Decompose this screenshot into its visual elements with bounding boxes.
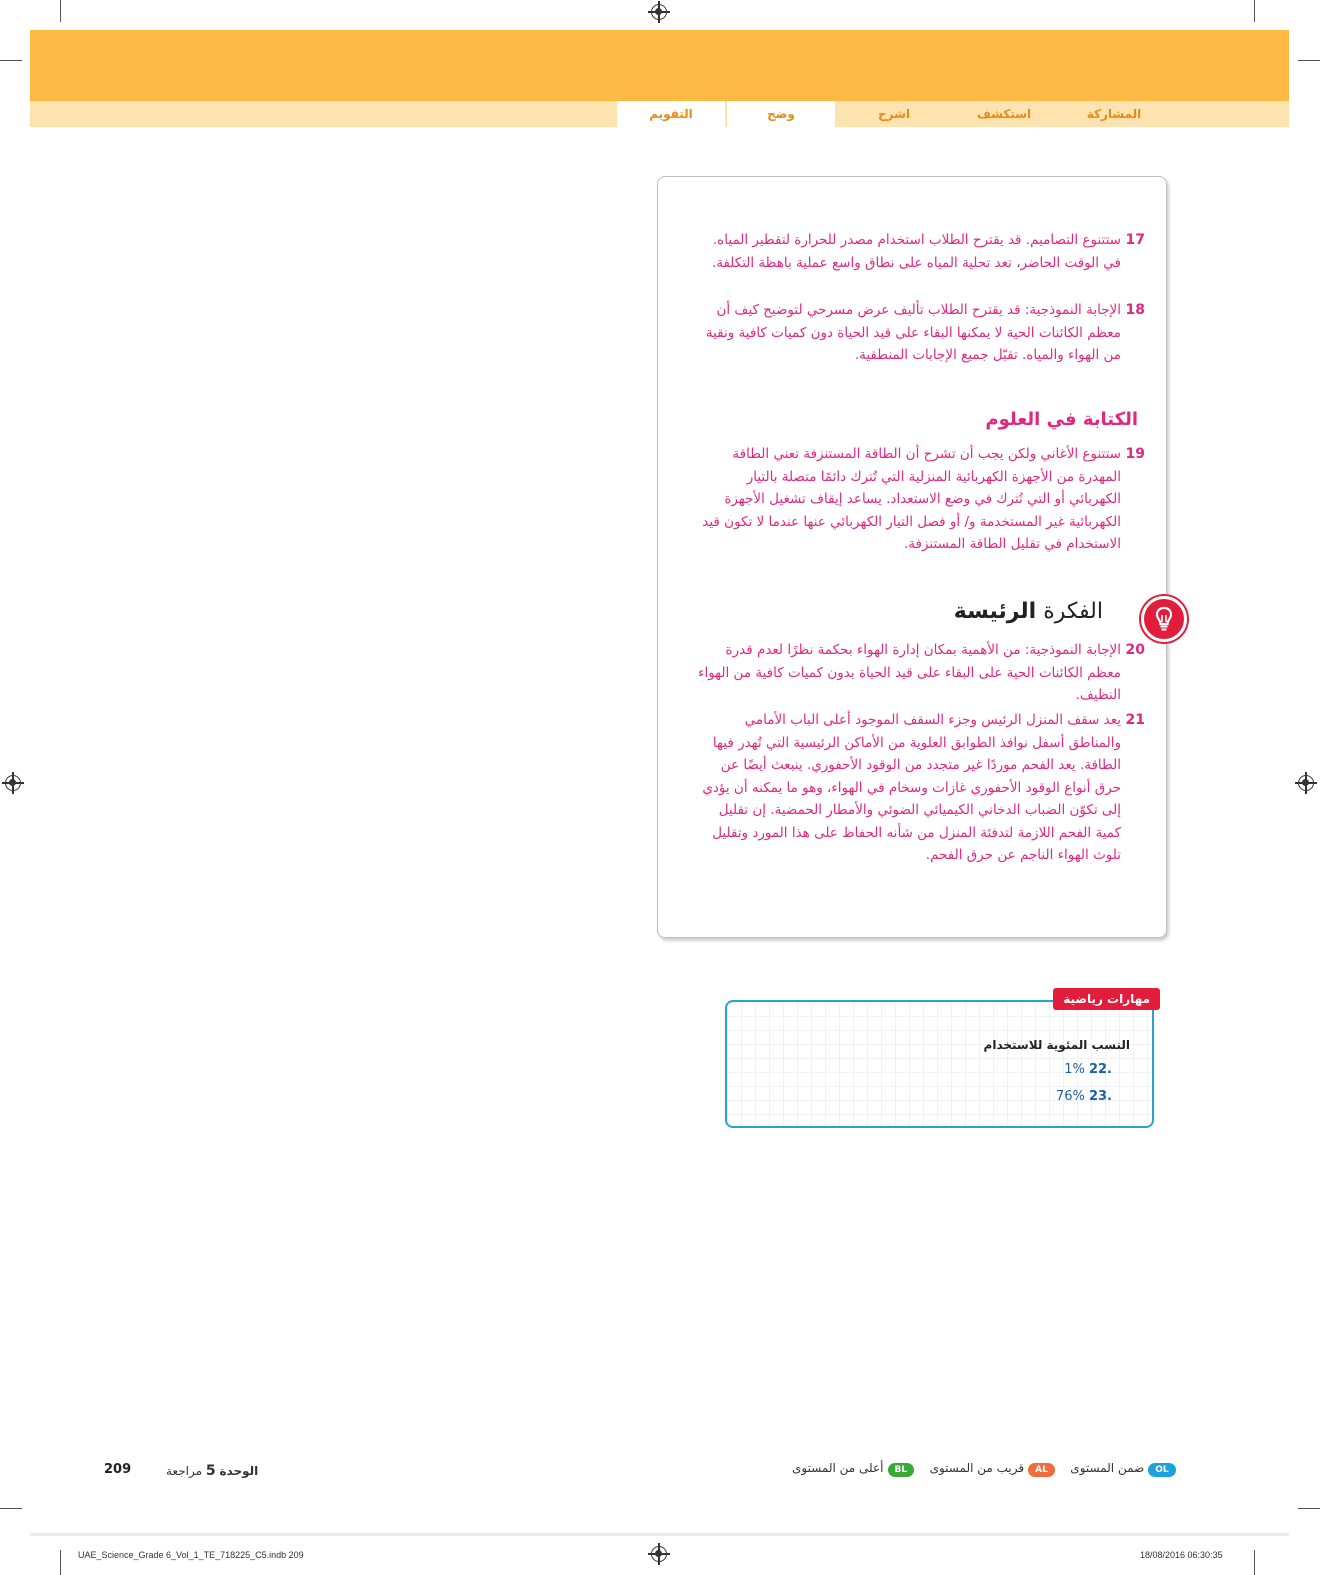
level-item-bl: BLأعلى من المستوى (792, 1461, 918, 1475)
answer-item (691, 443, 1145, 556)
answer-text: ستتنوع التصاميم. قد يقترح الطلاب استخدام مصدر للحرارة لتقطير المياه. في الوقت الحاضر، تعد تحلية المياه على نطاق واسع عملية باهظة التكلفة. (711, 232, 1121, 271)
crop-mark (60, 1550, 61, 1575)
file-slug: UAE_Science_Grade 6_Vol_1_TE_718225_C5.indb 209 (78, 1550, 304, 1560)
crop-mark (1254, 1550, 1255, 1575)
tab-elaborate[interactable]: وضح (727, 101, 835, 127)
math-answer-number: 22. (1088, 1062, 1112, 1077)
crop-mark (1298, 1508, 1320, 1509)
math-answer-value: 1% (1064, 1062, 1085, 1077)
tab-explore[interactable]: استكشف (976, 107, 1032, 121)
answer-number: 17 (1125, 232, 1145, 248)
answer-item (691, 639, 1145, 707)
answer-text: الإجابة النموذجية: قد يقترح الطلاب تأليف عرض مسرحي لتوضيح كيف أن معظم الكائنات الحية لا يمكنها البقاء على قيد الحياة دون كميات كافية ونقية من الهواء والمياه. تقبّل جميع الإجابات المنطقية. (705, 302, 1121, 363)
crop-mark (1298, 60, 1320, 61)
header-banner (30, 30, 1289, 101)
answer-text: يعد سقف المنزل الرئيس وجزء السقف الموجود أعلى الباب الأمامي والمناطق أسفل نوافذ الطوابق العلوية من الأماكن الرئيسية التي تُهدر فيها الطاقة. يعد الفحم موردًا غير متجدد من الوقود الأحفوري. ينبعث أيضًا عن حرق أنواع الوقود الأحفوري غازات وسخام في الهواء، وهو ما يمكنه أن يؤدي إلى تكوّن الضباب الدخاني الكيميائي الضوئي والأمطار الحمضية. إن تقليل كمية الفحم اللازمة لتدفئة المنزل من شأنه الحفاظ على هذا المورد وتقليل تلوث الهواء الناجم عن حرق الفحم. (702, 712, 1121, 863)
math-answer-row (1064, 1062, 1112, 1077)
crop-mark (60, 0, 61, 22)
unit-label: الوحدة 5 مراجعة (166, 1463, 259, 1479)
lightbulb-icon (1141, 596, 1187, 642)
registration-mark-icon (5, 775, 21, 791)
answer-item (691, 299, 1145, 367)
footer-rule (30, 1533, 1289, 1536)
tab-explain[interactable]: اشرح (877, 107, 911, 121)
answer-text: ستتنوع الأغاني ولكن يجب أن تشرح أن الطاقة المستنزفة تعني الطاقة المهدرة من الأجهزة الكهربائية المنزلية التي تُترك دائمًا متصلة بالتيار الكهربائي أو التي تُترك في وضع الاستعداد. يساعد إيقاف تشغيل الأجهزة الكهربائية غير المستخدمة و/ أو فصل التيار الكهربائي عنها عندما لا تكون قيد الاستخدام في تقليل الطاقة المستنزفة. (702, 446, 1121, 552)
level-item-al: ALقريب من المستوى (926, 1461, 1059, 1475)
math-answer-value: 76% (1055, 1089, 1085, 1104)
answer-number: 18 (1125, 302, 1145, 318)
crop-mark (0, 1508, 22, 1509)
math-skills-title: النسب المئوية للاستخدام (983, 1038, 1130, 1052)
crop-mark (1254, 0, 1255, 22)
tab-evaluate[interactable]: التقويم (617, 101, 725, 127)
math-answer-row (1056, 1089, 1112, 1104)
answer-card (657, 176, 1167, 938)
answer-number: 19 (1125, 446, 1145, 462)
answer-number: 20 (1125, 642, 1145, 658)
registration-mark-icon (651, 1546, 667, 1562)
math-skills-box (725, 992, 1154, 1128)
answer-item (691, 709, 1145, 867)
math-skills-label: مهارات رياضية (1053, 988, 1160, 1010)
ol-badge: OL (1148, 1463, 1175, 1477)
writing-heading: الكتابة في العلوم (985, 409, 1138, 430)
answer-number: 21 (1125, 712, 1145, 728)
registration-mark-icon (1298, 775, 1314, 791)
tab-engage[interactable]: المشاركة (1086, 107, 1142, 121)
bl-badge: BL (888, 1463, 915, 1477)
timestamp-slug: 18/08/2016 06:30:35 (1140, 1550, 1223, 1560)
registration-mark-icon (651, 4, 667, 20)
crop-mark (0, 60, 22, 61)
big-idea-heading: الفكرة الرئيسة (953, 599, 1103, 624)
page-number: 209 (104, 1462, 132, 1477)
level-item-ol: OLضمن المستوى (1066, 1461, 1179, 1475)
level-legend (792, 1461, 1180, 1477)
answer-item (691, 229, 1145, 274)
answer-text: الإجابة النموذجية: من الأهمية بمكان إدارة الهواء بحكمة نظرًا لعدم قدرة معظم الكائنات الحية على البقاء على قيد الحياة بدون كميات كافية من الهواء النظيف. (698, 642, 1121, 703)
al-badge: AL (1028, 1463, 1055, 1477)
math-answer-number: 23. (1088, 1089, 1112, 1104)
